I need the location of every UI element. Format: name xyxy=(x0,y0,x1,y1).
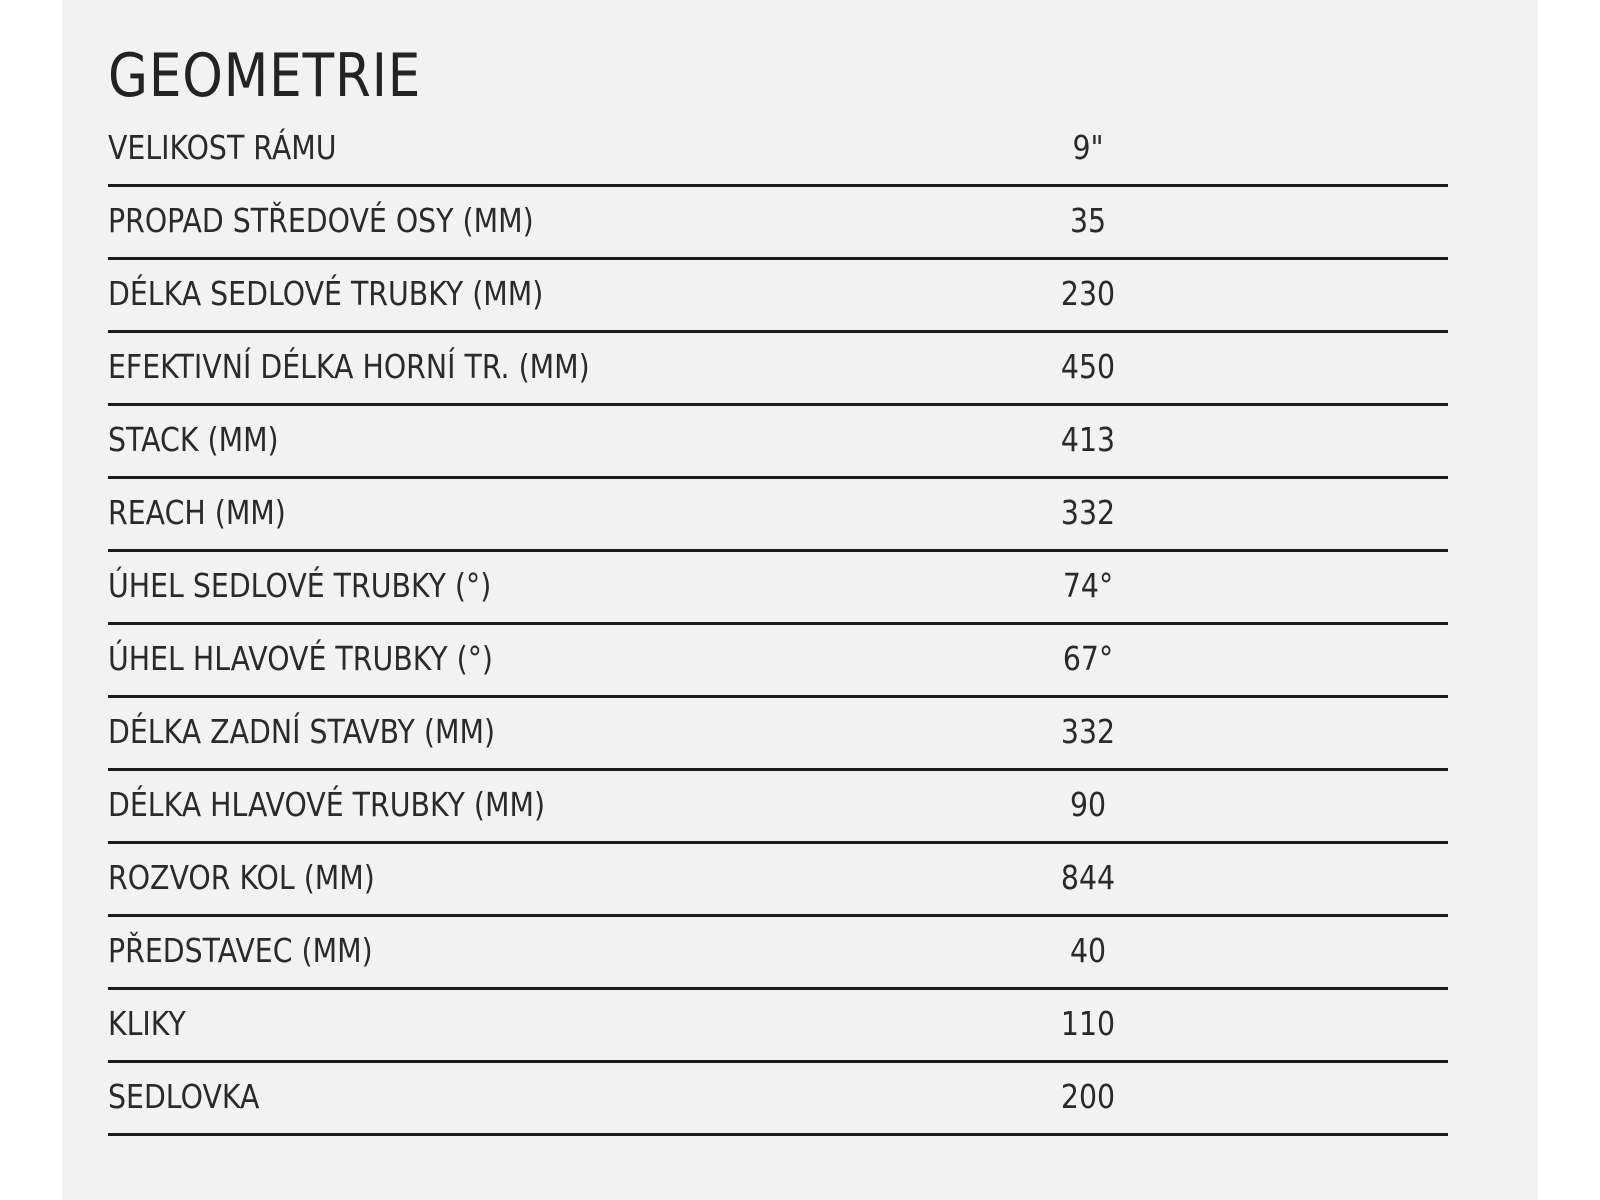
row-label: DÉLKA SEDLOVÉ TRUBKY (MM) xyxy=(108,274,544,313)
table-row xyxy=(108,114,1448,187)
table-row xyxy=(108,625,1448,698)
row-value: 450 xyxy=(1060,347,1116,386)
row-label: EFEKTIVNÍ DÉLKA HORNÍ TR. (MM) xyxy=(108,347,590,386)
row-value: 413 xyxy=(1060,420,1116,459)
table-row xyxy=(108,990,1448,1063)
row-value: 74° xyxy=(1062,566,1114,605)
row-value: 9" xyxy=(1072,128,1104,167)
table-row xyxy=(108,552,1448,625)
row-label: KLIKY xyxy=(108,1004,186,1043)
row-value: 200 xyxy=(1060,1077,1116,1116)
table-row xyxy=(108,333,1448,406)
table-row xyxy=(108,917,1448,990)
table-row xyxy=(108,771,1448,844)
page-title: GEOMETRIE xyxy=(108,41,422,111)
row-label: DÉLKA HLAVOVÉ TRUBKY (MM) xyxy=(108,785,546,824)
row-value: 844 xyxy=(1060,858,1116,897)
table-row xyxy=(108,844,1448,917)
table-row xyxy=(108,479,1448,552)
row-label: REACH (MM) xyxy=(108,493,286,532)
row-value: 67° xyxy=(1062,639,1114,678)
row-label: VELIKOST RÁMU xyxy=(108,128,337,167)
row-value: 110 xyxy=(1060,1004,1116,1043)
row-value: 332 xyxy=(1060,493,1116,532)
row-value: 332 xyxy=(1060,712,1116,751)
table-row xyxy=(108,260,1448,333)
table-row xyxy=(108,187,1448,260)
row-label: PROPAD STŘEDOVÉ OSY (MM) xyxy=(108,201,534,240)
geometry-table xyxy=(108,114,1448,1136)
row-label: ROZVOR KOL (MM) xyxy=(108,858,375,897)
row-label: STACK (MM) xyxy=(108,420,279,459)
table-row xyxy=(108,406,1448,479)
row-value: 230 xyxy=(1060,274,1116,313)
row-value: 35 xyxy=(1069,201,1107,240)
row-label: PŘEDSTAVEC (MM) xyxy=(108,931,373,970)
row-label: ÚHEL SEDLOVÉ TRUBKY (°) xyxy=(108,566,492,605)
row-label: DÉLKA ZADNÍ STAVBY (MM) xyxy=(108,712,496,751)
row-value: 40 xyxy=(1069,931,1107,970)
row-label: ÚHEL HLAVOVÉ TRUBKY (°) xyxy=(108,639,493,678)
row-value: 90 xyxy=(1069,785,1107,824)
table-row xyxy=(108,698,1448,771)
row-label: SEDLOVKA xyxy=(108,1077,260,1116)
table-row xyxy=(108,1063,1448,1136)
